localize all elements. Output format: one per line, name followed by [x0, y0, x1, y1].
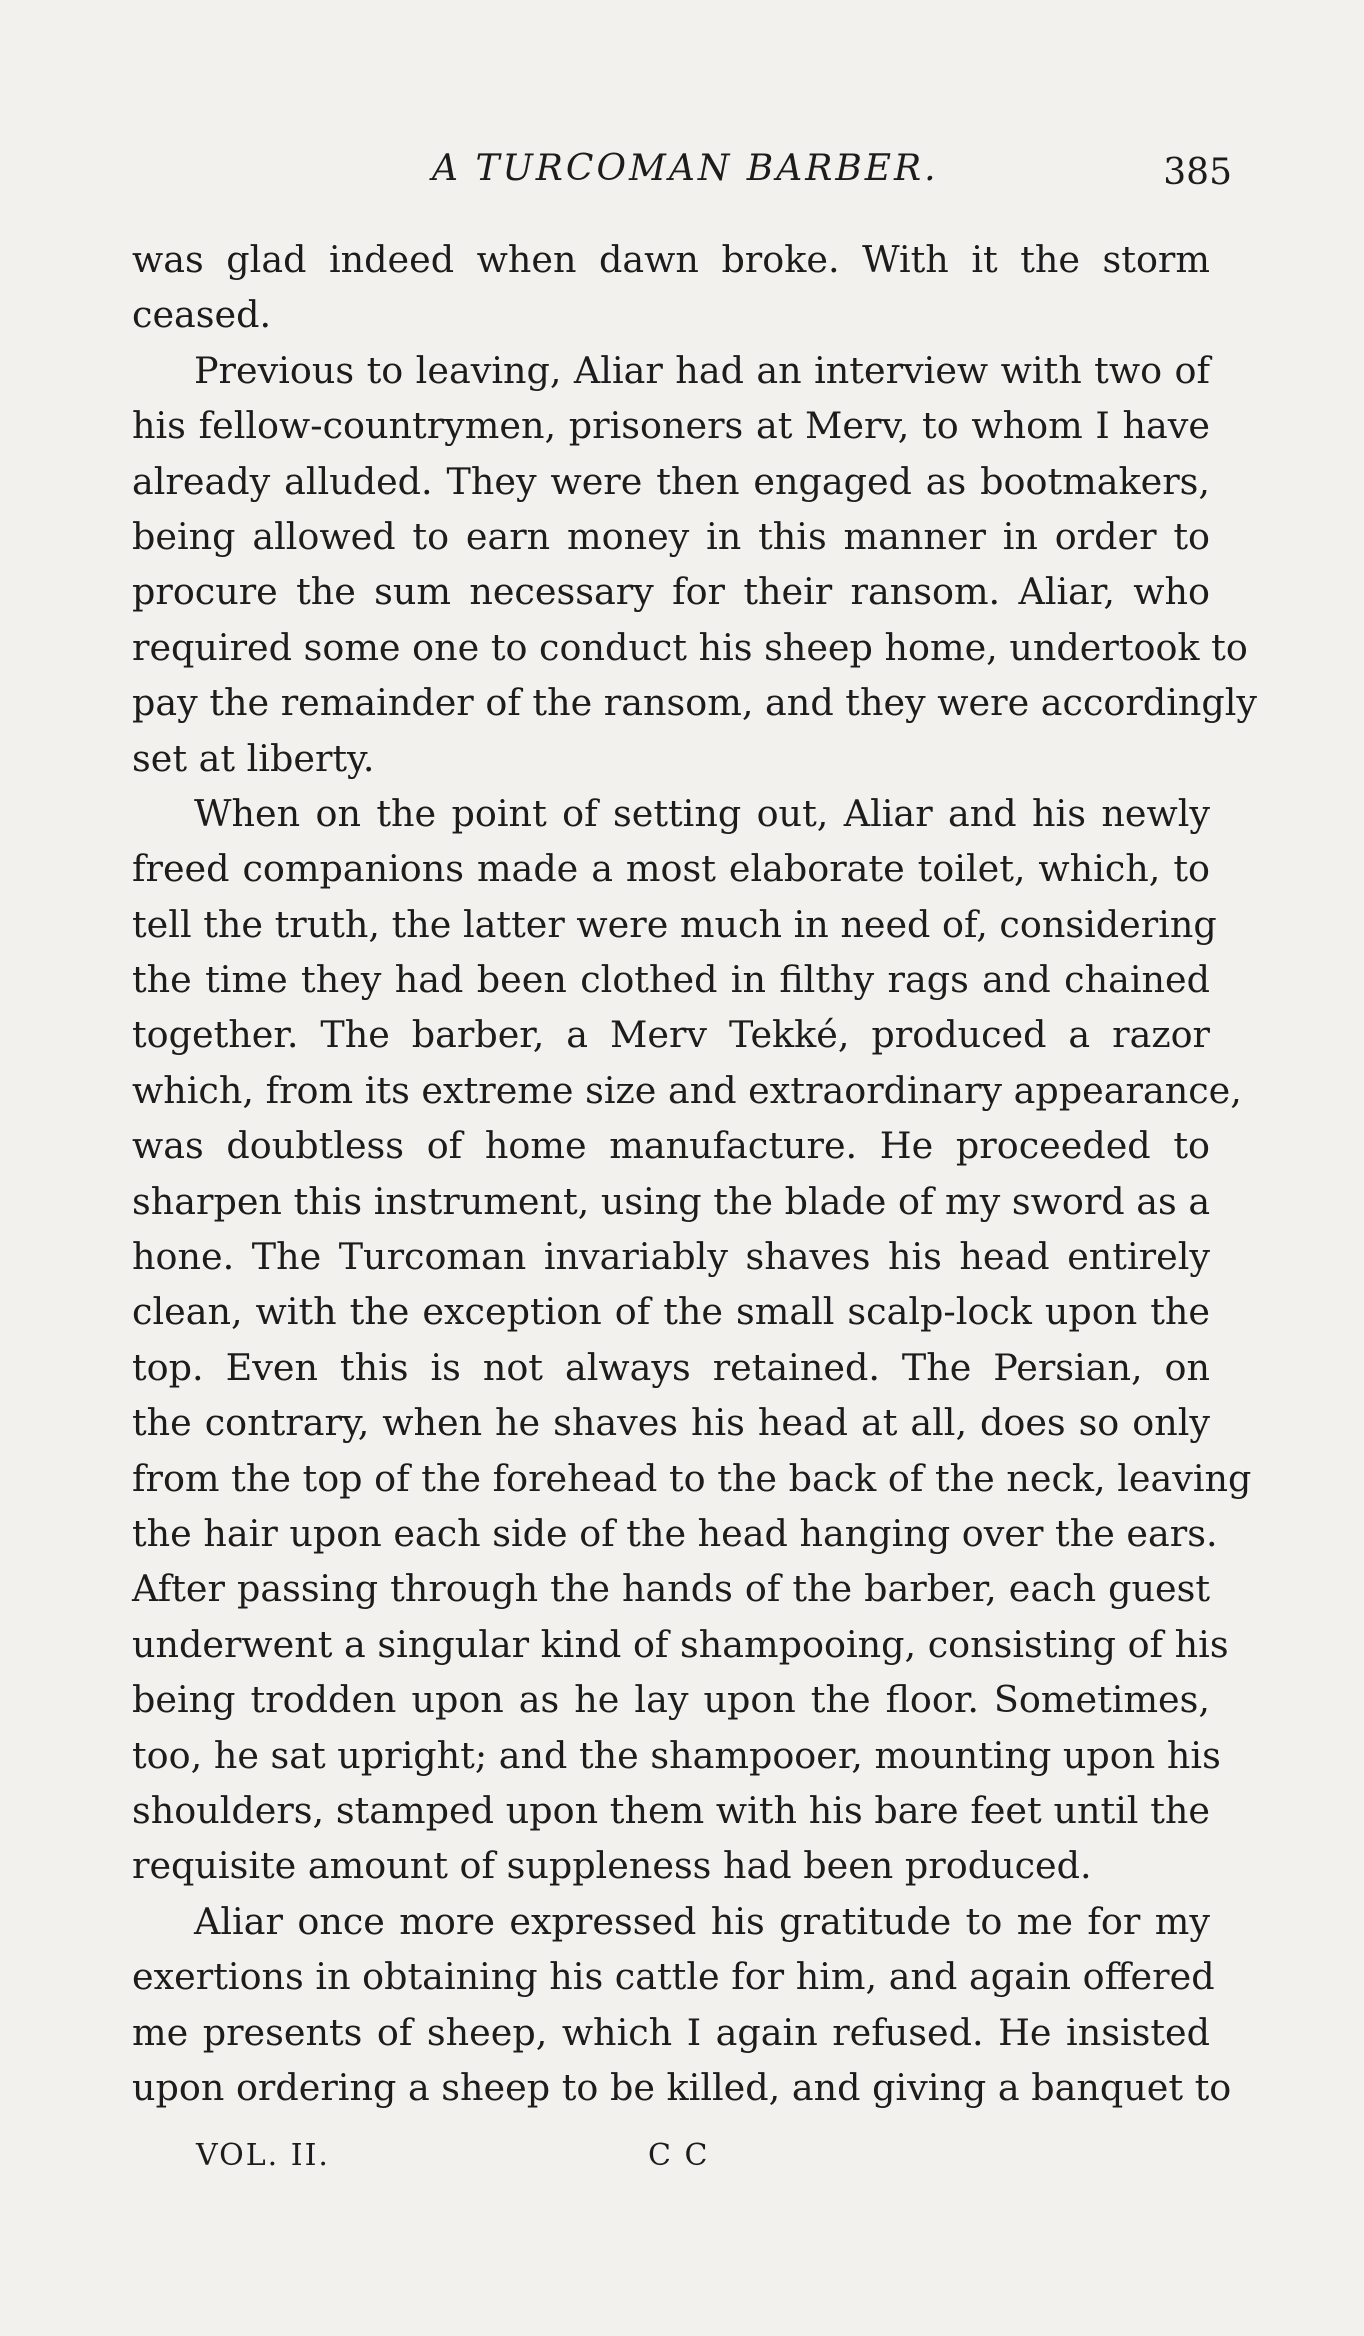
text-line: required some one to conduct his sheep home, undertook to — [132, 625, 1248, 669]
text-line: already alluded. They were then engaged as bootmakers, — [132, 459, 1210, 503]
text-line: me presents of sheep, which I again refused. He insisted — [132, 2010, 1210, 2054]
text-line: underwent a singular kind of shampooing, consisting of his — [132, 1622, 1229, 1666]
text-line: was glad indeed when dawn broke. With it the storm — [132, 238, 1210, 281]
signature-mark: C C — [648, 2138, 710, 2173]
text-line: together. The barber, a Merv Tekké, produced a razor — [132, 1013, 1210, 1057]
text-line: After passing through the hands of the barber, each guest — [132, 1567, 1210, 1611]
text-line: requisite amount of suppleness had been produced. — [132, 1844, 1092, 1888]
text-line: top. Even this is not always retained. The Persian, on — [132, 1345, 1210, 1389]
volume-marker: VOL. II. — [196, 2138, 330, 2173]
text-line: Aliar once more expressed his gratitude to me for my — [194, 1899, 1210, 1943]
text-line: upon ordering a sheep to be killed, and giving a banquet to — [132, 2065, 1232, 2109]
page-header — [132, 148, 1232, 198]
text-line: too, he sat upright; and the shampooer, mounting upon his — [132, 1733, 1221, 1777]
text-line: from the top of the forehead to the back of the neck, leaving — [132, 1456, 1252, 1500]
text-line: hone. The Turcoman invariably shaves his head entirely — [132, 1235, 1210, 1279]
text-line: being trodden upon as he lay upon the floor. Sometimes, — [132, 1678, 1210, 1722]
running-title: A TURCOMAN BARBER. — [432, 148, 939, 189]
text-line: the hair upon each side of the head hanging over the ears. — [132, 1511, 1218, 1555]
body-text — [132, 232, 1258, 2115]
text-line: was doubtless of home manufacture. He proceeded to — [132, 1124, 1210, 1168]
text-line: clean, with the exception of the small scalp-lock upon the — [132, 1290, 1210, 1334]
text-line: Previous to leaving, Aliar had an interview with two of — [194, 348, 1210, 392]
text-line: which, from its extreme size and extraordinary appearance, — [132, 1068, 1242, 1112]
text-line: the time they had been clothed in filthy rags and chained — [132, 958, 1210, 1002]
text-line: pay the remainder of the ransom, and they were accordingly — [132, 681, 1258, 725]
text-line: set at liberty. — [132, 736, 375, 780]
text-line: being allowed to earn money in this manner in order to — [132, 514, 1210, 558]
text-line: tell the truth, the latter were much in need of, considering — [132, 902, 1217, 946]
text-line: shoulders, stamped upon them with his bare feet until the — [132, 1788, 1210, 1832]
text-line: When on the point of setting out, Aliar and his newly — [194, 791, 1210, 835]
text-line: his fellow-countrymen, prisoners at Merv, to whom I have — [132, 404, 1210, 448]
text-line: ceased. — [132, 293, 272, 337]
text-line: the contrary, when he shaves his head at all, does so only — [132, 1401, 1210, 1445]
text-line: freed companions made a most elaborate toilet, which, to — [132, 847, 1210, 891]
text-line: sharpen this instrument, using the blade of my sword as a — [132, 1179, 1211, 1223]
page-number: 385 — [1163, 152, 1232, 193]
page-footer — [196, 2138, 796, 2178]
text-line: exertions in obtaining his cattle for him, and again offered — [132, 1955, 1215, 1999]
text-line: procure the sum necessary for their ransom. Aliar, who — [132, 570, 1210, 614]
